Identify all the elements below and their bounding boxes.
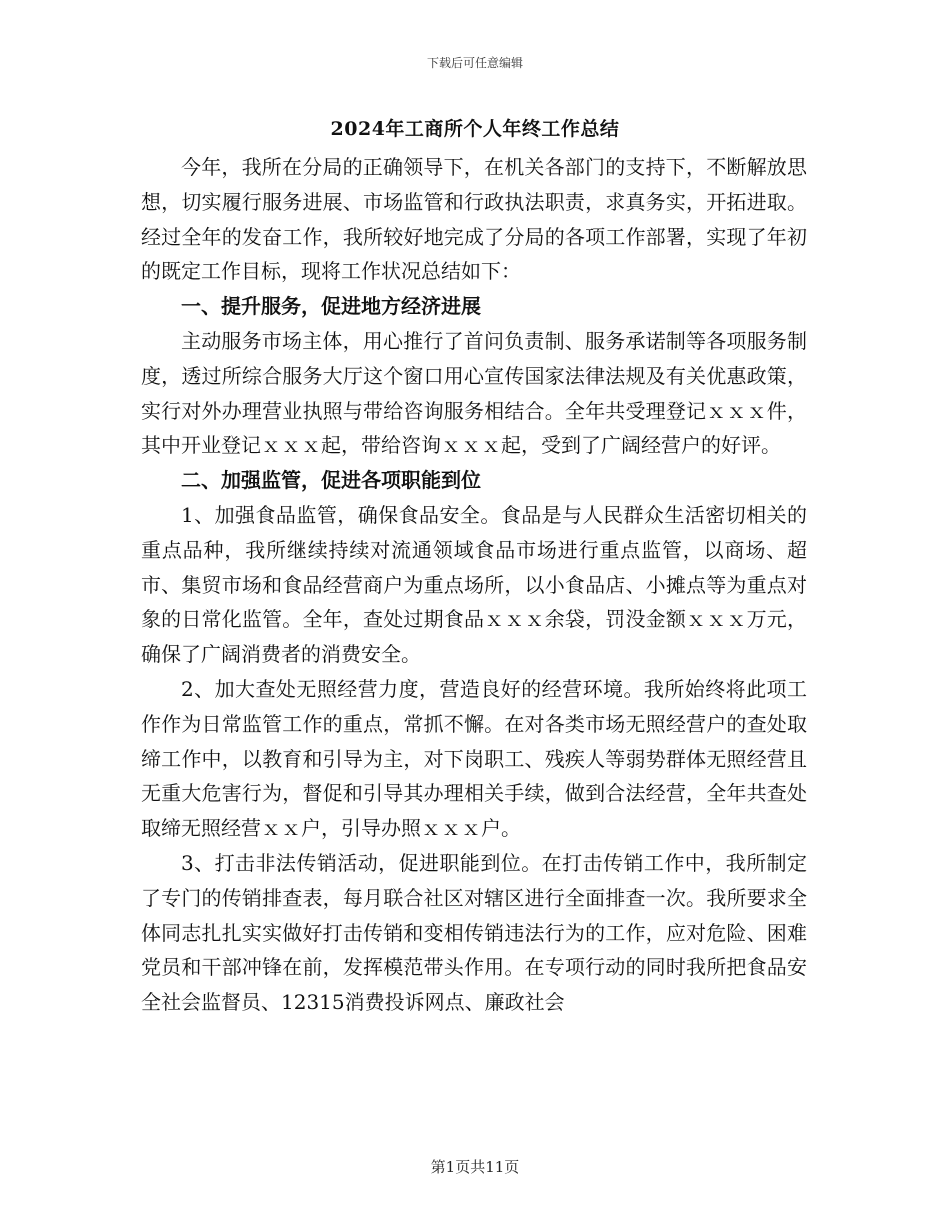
item-1-paragraph: 1、加强食品监管，确保食品安全。食品是与人民群众生活密切相关的重点品种，我所继续持续对流通领域食品市场进行重点监管，以商场、超市、集贸市场和食品经营商户为重点场所，以小食品店、小摊点等为重点对象的日常化监管。全年，查处过期食品ｘｘｘ余袋，罚没金额ｘｘｘ万元，确保了广阔消费者的消费安全。 [141, 502, 807, 667]
document-title: 2024年工商所个人年终工作总结 [330, 118, 620, 140]
item-2-paragraph: 2、加大查处无照经营力度，营造良好的经营环境。我所始终将此项工作作为日常监管工作的重点，常抓不懈。在对各类市场无照经营户的查处取缔工作中，以教育和引导为主，对下岗职工、残疾人等弱势群体无照经营且无重大危害行为，督促和引导其办理相关手续，做到合法经营，全年共查处取缔无照经营ｘｘ户，引导办照ｘｘｘ户。 [141, 676, 807, 841]
document-body [141, 150, 807, 1020]
section-2-heading: 二、加强监管，促进各项职能到位 [181, 468, 481, 493]
page-footer: 第1页共11页 [430, 1158, 520, 1176]
section-1-paragraph: 主动服务市场主体，用心推行了首问负责制、服务承诺制等各项服务制度，透过所综合服务大厅这个窗口用心宣传国家法律法规及有关优惠政策，实行对外办理营业执照与带给咨询服务相结合。全年共受理登记ｘｘｘ件，其中开业登记ｘｘｘ起，带给咨询ｘｘｘ起，受到了广阔经营户的好评。 [141, 328, 807, 458]
intro-paragraph: 今年，我所在分局的正确领导下，在机关各部门的支持下，不断解放思想，切实履行服务进展、市场监管和行政执法职责，求真务实，开拓进取。经过全年的发奋工作，我所较好地完成了分局的各项工作部署，实现了年初的既定工作目标，现将工作状况总结如下： [141, 155, 807, 284]
header-note: 下载后可任意编辑 [426, 56, 523, 70]
item-3-paragraph: 3、打击非法传销活动，促进职能到位。在打击传销工作中，我所制定了专门的传销排查表，每月联合社区对辖区进行全面排查一次。我所要求全体同志扎扎实实做好打击传销和变相传销违法行为的工作，应对危险、困难党员和干部冲锋在前，发挥模范带头作用。在专项行动的同时我所把食品安全社会监督员、12315消费投诉网点、廉政社会 [141, 850, 807, 1015]
section-1-heading: 一、提升服务，促进地方经济进展 [181, 294, 481, 319]
